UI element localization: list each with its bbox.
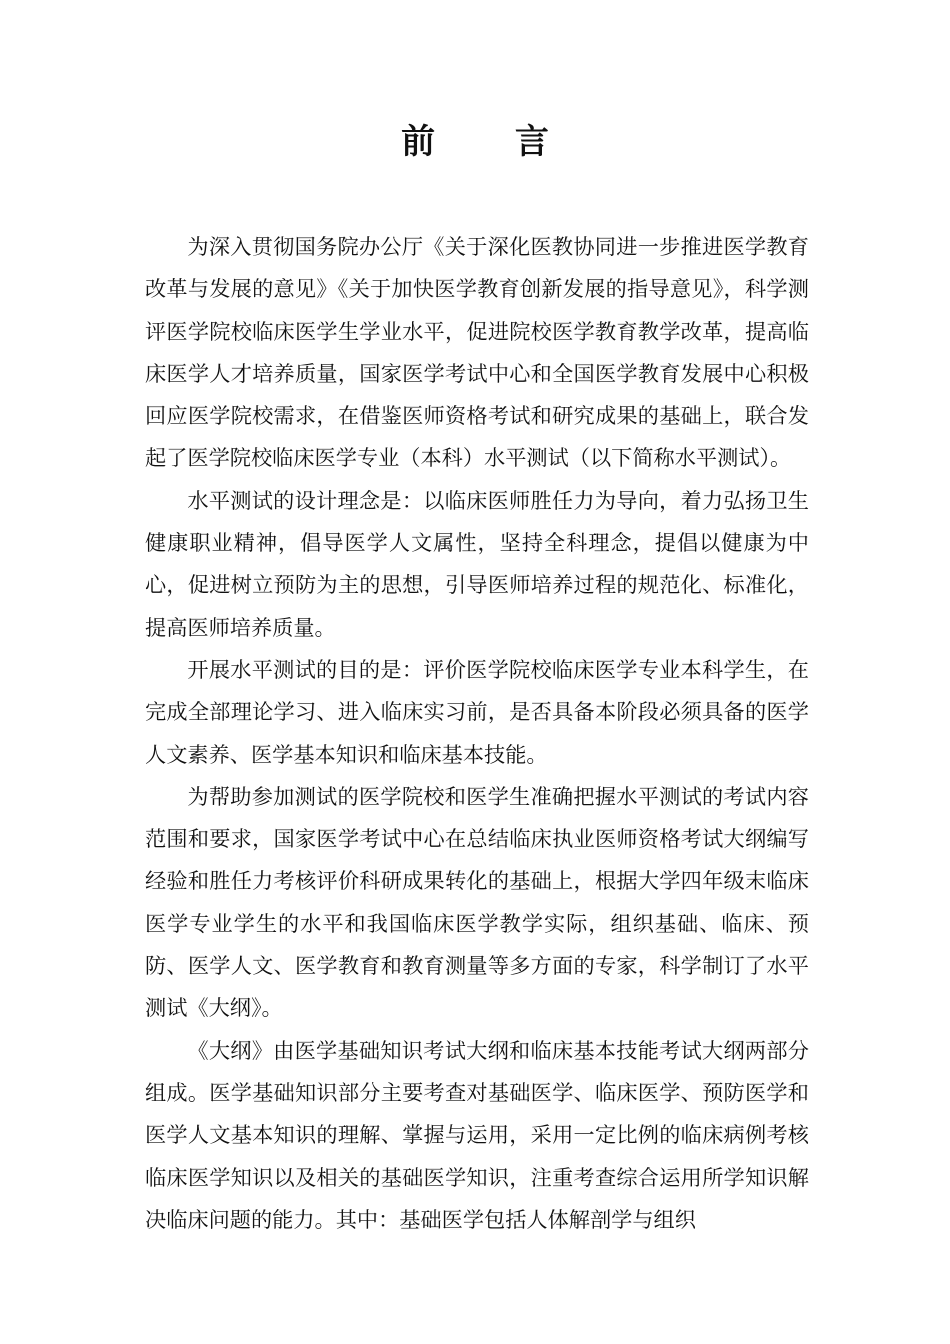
- page-title: 前 言: [401, 122, 583, 162]
- paragraph: 为深入贯彻国务院办公厅《关于深化医教协同进一步推进医学教育改革与发展的意见》《关于加快医学教育创新发展的指导意见》，科学测评医学院校临床医学生学业水平，促进院校医学教育教学改革，提高临床医学人才培养质量，国家医学考试中心和全国医学教育发展中心积极回应医学院校需求，在借鉴医师资格考试和研究成果的基础上，联合发起了医学院校临床医学专业（本科）水平测试（以下简称水平测试）。: [145, 234, 809, 471]
- paragraph: 《大纲》由医学基础知识考试大纲和临床基本技能考试大纲两部分组成。医学基础知识部分主要考查对基础医学、临床医学、预防医学和医学人文基本知识的理解、掌握与运用，采用一定比例的临床病例考核临床医学知识以及相关的基础医学知识，注重考查综合运用所学知识解决临床问题的能力。其中：基础医学包括人体解剖学与组织: [145, 1037, 809, 1232]
- paragraph: 为帮助参加测试的医学院校和医学生准确把握水平测试的考试内容范围和要求，国家医学考试中心在总结临床执业医师资格考试大纲编写经验和胜任力考核评价科研成果转化的基础上，根据大学四年级末临床医学专业学生的水平和我国临床医学教学实际，组织基础、临床、预防、医学人文、医学教育和教育测量等多方面的专家，科学制订了水平测试《大纲》。: [145, 783, 809, 1021]
- document-body: [145, 226, 809, 1241]
- paragraph: 开展水平测试的目的是：评价医学院校临床医学专业本科学生，在完成全部理论学习、进入临床实习前，是否具备本阶段必须具备的医学人文素养、医学基本知识和临床基本技能。: [145, 656, 809, 767]
- paragraph: 水平测试的设计理念是：以临床医师胜任力为导向，着力弘扬卫生健康职业精神，倡导医学人文属性，坚持全科理念，提倡以健康为中心，促进树立预防为主的思想，引导医师培养过程的规范化、标准化，提高医师培养质量。: [145, 487, 809, 640]
